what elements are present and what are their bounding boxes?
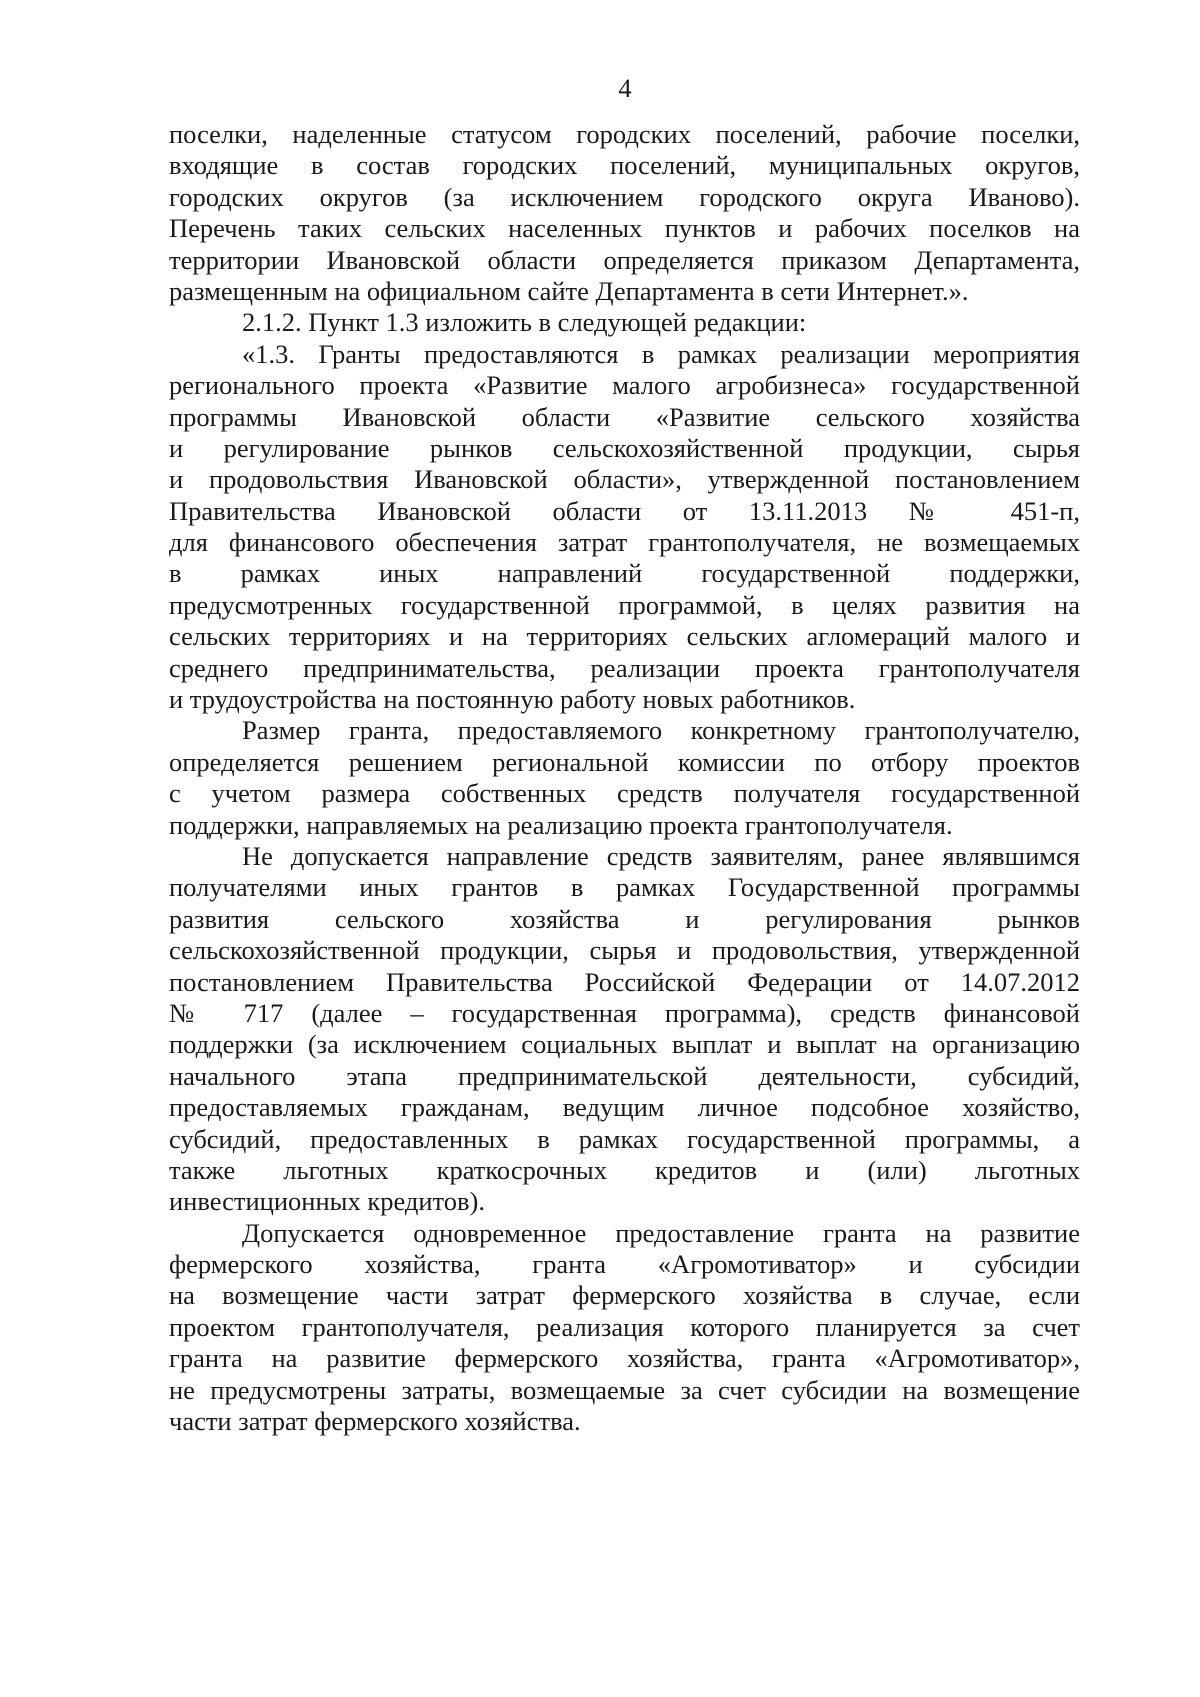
- text-line: Перечень таких сельских населенных пунктов и рабочих поселков на: [169, 213, 1080, 244]
- text-line: Правительства Ивановской области от 13.11.2013 № 451-п,: [169, 495, 1080, 526]
- text-line: в рамках иных направлений государственной поддержки,: [169, 558, 1080, 589]
- text-line: начального этапа предпринимательской деятельности, субсидий,: [169, 1060, 1080, 1091]
- text-line: определяется решением региональной комиссии по отбору проектов: [169, 746, 1080, 777]
- text-line: предоставляемых гражданам, ведущим личное подсобное хозяйство,: [169, 1092, 1080, 1123]
- text-line: сельских территориях и на территориях сельских агломераций малого и: [169, 621, 1080, 652]
- text-line: и регулирование рынков сельскохозяйственной продукции, сырья: [169, 432, 1080, 463]
- page-number: 4: [618, 73, 632, 103]
- text-line: не предусмотрены затраты, возмещаемые за счет субсидии на возмещение: [169, 1374, 1080, 1405]
- text-line: сельскохозяйственной продукции, сырья и продовольствия, утвержденной: [169, 935, 1080, 966]
- text-line: с учетом размера собственных средств получателя государственной: [169, 778, 1080, 809]
- document-body: [169, 119, 1080, 1437]
- text-line: и трудоустройства на постоянную работу новых работников.: [169, 684, 856, 715]
- text-line: также льготных краткосрочных кредитов и (или) льготных: [169, 1154, 1080, 1185]
- text-line: № 717 (далее – государственная программа), средств финансовой: [169, 997, 1080, 1028]
- text-line: инвестиционных кредитов).: [169, 1186, 485, 1217]
- text-line: среднего предпринимательства, реализации проекта грантополучателя: [169, 652, 1080, 683]
- text-line: программы Ивановской области «Развитие сельского хозяйства: [169, 401, 1080, 432]
- text-line: гранта на развитие фермерского хозяйства, гранта «Агромотиватор»,: [169, 1343, 1080, 1374]
- text-line: субсидий, предоставленных в рамках государственной программы, а: [169, 1123, 1080, 1154]
- text-line: регионального проекта «Развитие малого агробизнеса» государственной: [169, 370, 1080, 401]
- text-line: постановлением Правительства Российской Федерации от 14.07.2012: [169, 966, 1080, 997]
- text-line: и продовольствия Ивановской области», утвержденной постановлением: [169, 464, 1080, 495]
- text-line: получателями иных грантов в рамках Государственной программы: [169, 872, 1080, 903]
- text-line: поселки, наделенные статусом городских поселений, рабочие поселки,: [169, 119, 1080, 149]
- text-line: поддержки (за исключением социальных выплат и выплат на организацию: [169, 1029, 1080, 1060]
- text-line: для финансового обеспечения затрат грантополучателя, не возмещаемых: [169, 527, 1080, 558]
- text-line: входящие в состав городских поселений, муниципальных округов,: [169, 150, 1080, 181]
- text-line: Размер гранта, предоставляемого конкретному грантополучателю,: [242, 715, 1080, 746]
- text-line: «1.3. Гранты предоставляются в рамках реализации мероприятия: [242, 338, 1080, 369]
- text-line: проектом грантополучателя, реализация которого планируется за счет: [169, 1311, 1080, 1342]
- text-line: территории Ивановской области определяется приказом Департамента,: [169, 244, 1080, 275]
- text-line: предусмотренных государственной программой, в целях развития на: [169, 589, 1080, 620]
- text-line: фермерского хозяйства, гранта «Агромотиватор» и субсидии: [169, 1249, 1080, 1280]
- text-line: городских округов (за исключением городского округа Иваново).: [169, 181, 1080, 212]
- text-line: развития сельского хозяйства и регулирования рынков: [169, 903, 1080, 934]
- text-line: поддержки, направляемых на реализацию проекта грантополучателя.: [169, 809, 953, 840]
- text-line: 2.1.2. Пункт 1.3 изложить в следующей редакции:: [242, 307, 807, 338]
- text-line: на возмещение части затрат фермерского хозяйства в случае, если: [169, 1280, 1080, 1311]
- text-line: Не допускается направление средств заявителям, ранее являвшимся: [242, 840, 1080, 871]
- text-line: Допускается одновременное предоставление гранта на развитие: [242, 1217, 1080, 1248]
- text-line: части затрат фермерского хозяйства.: [169, 1406, 581, 1437]
- text-line: размещенным на официальном сайте Департамента в сети Интернет.».: [169, 275, 969, 306]
